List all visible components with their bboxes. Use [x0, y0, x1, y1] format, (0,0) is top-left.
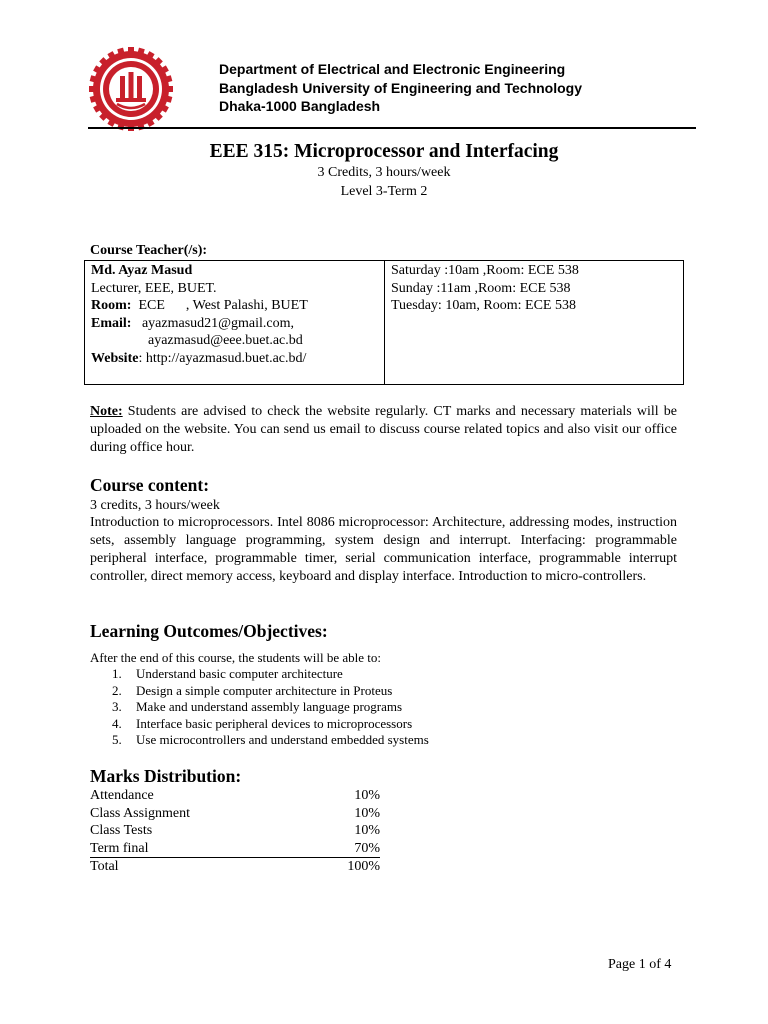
list-item: 5. Use microcontrollers and understand embedded systems [112, 732, 429, 747]
office-hours-cell [391, 262, 579, 315]
note-text: Students are advised to check the website regularly. CT marks and necessary materials will be uploaded on the website. You can send us email to discuss course related topics and also visit our office during office hour. [90, 404, 677, 455]
university-logo [88, 46, 174, 132]
marks-table [90, 787, 380, 876]
header-divider [88, 127, 696, 129]
marks-row-assignment: Class Assignment 10% [90, 805, 380, 821]
teacher-details-cell [91, 262, 308, 367]
website-label: Website [91, 350, 139, 366]
email-primary[interactable]: ayazmasud21@gmail.com, [141, 315, 295, 331]
course-content-body: Introduction to microprocessors. Intel 8086 microprocessor: Architecture, addressing modes, instruction sets, assembly language programming, system design and interrupt. Interfacing: programmable peripheral interface, programmable timer, serial communication interface, programmable interrupt controller, direct memory access, keyboard and display interface. Introduction to micro-controllers. [90, 515, 677, 584]
course-credits: 3 Credits, 3 hours/week [317, 165, 451, 180]
list-item: 3. Make and understand assembly language programs [112, 699, 403, 714]
marks-row-total: Total 100% [90, 859, 380, 874]
course-level: Level 3-Term 2 [340, 184, 428, 199]
office-hour-sunday: Sunday :11am ,Room: ECE 538 [391, 280, 571, 296]
website-link[interactable]: : http://ayazmasud.buet.ac.bd/ [138, 350, 307, 366]
course-title: EEE 315: Microprocessor and Interfacing [209, 141, 559, 162]
department-name: Department of Electrical and Electronic Engineering [219, 61, 566, 77]
teacher-room [91, 297, 308, 315]
room-value: ECE , West Palashi, BUET [138, 298, 308, 313]
teacher-email [91, 315, 308, 333]
list-item: 4. Interface basic peripheral devices to microprocessors [112, 715, 413, 731]
page-number: Page 1 of 4 [608, 957, 672, 972]
teacher-website [91, 350, 308, 368]
table-divider [384, 261, 385, 384]
teacher-info-table [84, 260, 684, 385]
teacher-section-label: Course Teacher(/s): [90, 243, 208, 258]
office-hour-saturday: Saturday :10am ,Room: ECE 538 [391, 263, 579, 278]
institution-header [219, 60, 582, 116]
email-label: Email: [91, 315, 132, 331]
list-item: 2. Design a simple computer architecture in Proteus [112, 682, 393, 698]
marks-row-term-final: Term final 70% [90, 840, 380, 859]
email-secondary[interactable]: ayazmasud@eee.buet.ac.bd [148, 333, 303, 348]
marks-heading: Marks Distribution: [90, 766, 242, 786]
outcomes-intro: After the end of this course, the students will be able to: [90, 650, 381, 665]
marks-row-class-tests: Class Tests 10% [90, 823, 380, 838]
room-label: Room: [91, 298, 132, 313]
marks-row-attendance: Attendance 10% [90, 788, 380, 803]
content-credits: 3 credits, 3 hours/week [90, 498, 220, 513]
office-hour-tuesday: Tuesday: 10am, Room: ECE 538 [391, 298, 576, 313]
course-content-heading: Course content: [90, 475, 210, 495]
outcomes-heading: Learning Outcomes/Objectives: [90, 621, 328, 641]
note-paragraph [90, 403, 677, 457]
outcomes-list [90, 666, 429, 749]
list-item: 1. Understand basic computer architecture [112, 666, 343, 681]
note-label: Note: [90, 404, 123, 419]
university-name: Bangladesh University of Engineering and Technology [219, 79, 583, 96]
teacher-designation: Lecturer, EEE, BUET. [91, 280, 217, 296]
teacher-name: Md. Ayaz Masud [91, 263, 193, 278]
university-address: Dhaka-1000 Bangladesh [219, 98, 381, 114]
